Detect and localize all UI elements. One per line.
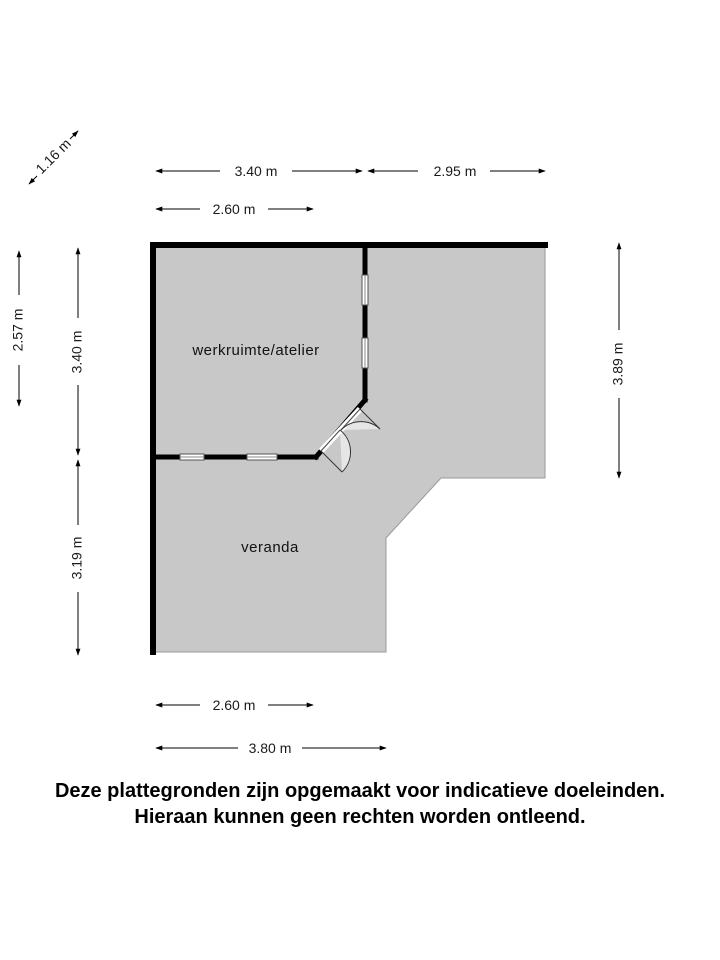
dim-top-total-right: 2.95 m [433,163,477,179]
disclaimer-line-2: Hieraan kunnen geen rechten worden ontleend. [134,806,586,828]
dim-top-total-left: 3.40 m [234,163,278,179]
dim-top-inner: 2.60 m [212,201,256,217]
room-label-workshop: werkruimte/atelier [192,342,320,359]
disclaimer [0,778,720,830]
dim-left-upper: 3.40 m [68,330,85,374]
dim-left-lower: 3.19 m [68,536,85,580]
disclaimer-line-1: Deze plattegronden zijn opgemaakt voor indicatieve doeleinden. [54,780,666,802]
dim-bottom-total: 3.80 m [248,740,292,756]
room-label-veranda: veranda [241,539,299,556]
dim-left-outer: 2.57 m [9,308,26,352]
dim-bottom-inner: 2.60 m [212,697,256,713]
dim-diagonal: 1.16 m [32,135,74,177]
dim-right: 3.89 m [609,342,626,386]
